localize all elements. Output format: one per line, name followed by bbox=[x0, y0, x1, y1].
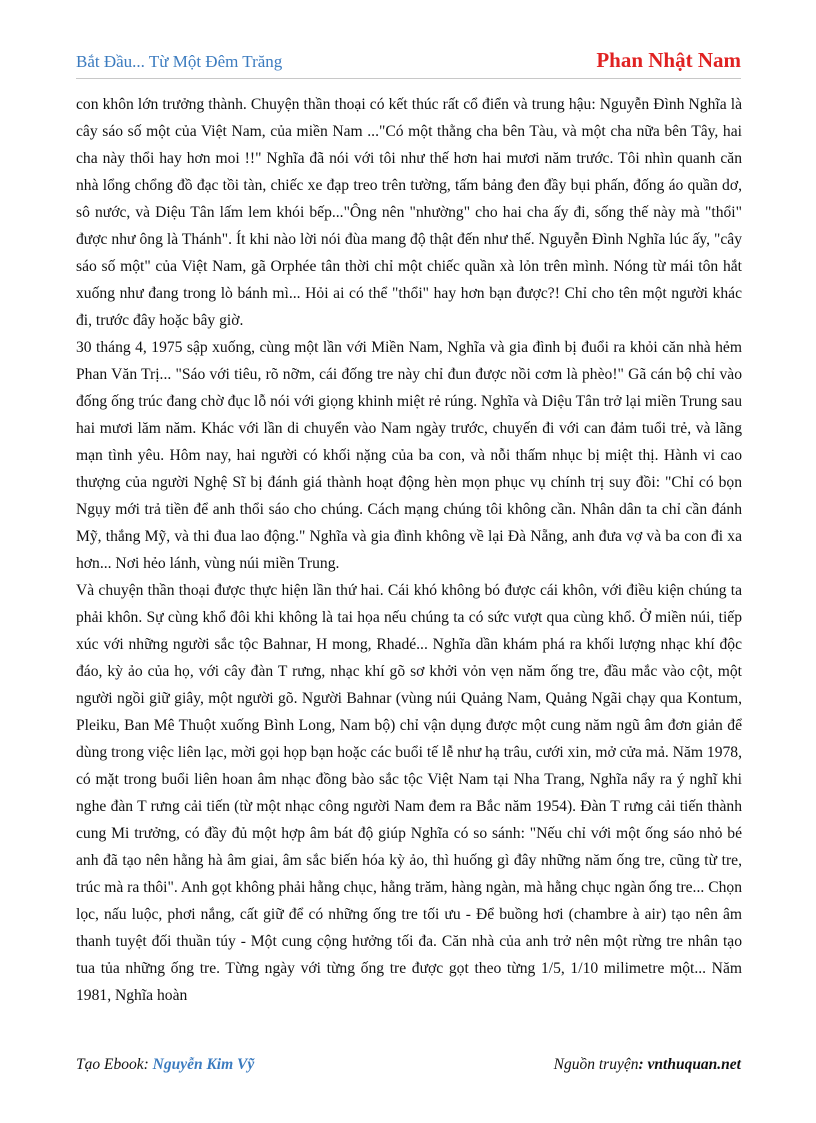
author-name: Phan Nhật Nam bbox=[596, 48, 741, 72]
source-credit bbox=[554, 1056, 741, 1074]
page-footer bbox=[76, 1054, 741, 1078]
book-title: Bắt Đầu... Từ Một Đêm Trăng bbox=[76, 52, 283, 71]
source-label: Nguồn truyện bbox=[553, 1056, 639, 1073]
paragraph: 30 tháng 4, 1975 sập xuống, cùng một lần với Miền Nam, Nghĩa và gia đình bị đuổi ra khỏi căn nhà hẻm Phan Văn Trị... "Sáo với tiêu, rõ nỡm, cái đống tre này chỉ đun được nồi cơm là phèo!" Gã cán bộ chỉ vào đống ống trúc đang chờ đục lỗ nói với giọng khinh miệt rẻ rúng. Nghĩa và Diệu Tân trở lại miền Trung sau hai mươi lăm năm. Khác với lần di chuyển vào Nam ngày trước, chuyến đi với can đảm tuổi trẻ, và lãng mạn tình yêu. Hôm nay, hai người có khối nặng của ba con, và nỗi thấm nhục bị miệt thị. Hành vi cao thượng của người Nghệ Sĩ bị đánh giá thành hoạt động hèn mọn phục vụ chính trị suy đồi: "Chỉ có bọn Ngụy mới trả tiền để anh thổi sáo cho chúng. Cách mạng chúng tôi không cần. Nhân dân ta chỉ cần đánh Mỹ, thắng Mỹ, và thi đua lao động." Nghĩa và gia đình không về lại Đà Nẵng, anh đưa vợ và ba con đi xa hơn... Nơi hẻo lánh, vùng núi miền Trung. bbox=[76, 339, 742, 572]
ebook-separator: : bbox=[143, 1056, 153, 1073]
ebook-label: Tạo Ebook bbox=[76, 1056, 144, 1073]
paragraph: Và chuyện thần thoại được thực hiện lần thứ hai. Cái khó không bó được cái khôn, với điều kiện chúng ta phải khôn. Sự cùng khổ đôi khi không là tai họa nếu chúng ta có sức vượt qua cùng khổ. Ở miền núi, tiếp xúc với những người sắc tộc Bahnar, H mong, Rhadé... Nghĩa dần khám phá ra khối lượng nhạc khí độc đáo, kỳ ảo của họ, với cây đàn T rưng, nhạc khí gõ sơ khởi vỏn vẹn năm ống tre, đầu mắc vào cột, một người ngồi giữ giây, một người gõ. Người Bahnar (vùng núi Quảng Nam, Quảng Ngãi chạy qua Kontum, Pleiku, Ban Mê Thuột xuống Bình Long, Nam bộ) chỉ vận dụng được một cung năm ngũ âm đơn giản để dùng trong việc liên lạc, mời gọi họp bạn hoặc các buổi tế lễ như hạ trâu, cưới xin, mở cửa mả. Năm 1978, có mặt trong buổi liên hoan âm nhạc đồng bào sắc tộc Việt Nam tại Nha Trang, Nghĩa nẩy ra ý nghĩ khi nghe đàn T rưng cải tiến (từ một nhạc công người Nam đem ra Bắc năm 1954). Đàn T rưng cải tiến thành cung Mi trưởng, có đầy đủ một hợp âm bát độ giúp Nghĩa có so sánh: "Nếu chỉ với một ống sáo nhỏ bé anh đã tạo nên hằng hà âm giai, âm sắc biến hóa kỳ ảo, thì huống gì đây những năm ống tre, cũng từ tre, trúc mà ra thôi". Anh gọt không phải hằng chục, hằng trăm, hàng ngàn, mà hằng chục ngàn ống tre... Chọn lọc, nấu luộc, phơi nắng, cất giữ để có những ống tre tối ưu - Để buồng hơi (chambre à air) tạo nên âm thanh tuyệt đối thuần túy - Một cung cộng hưởng tối đa. Căn nhà của anh trở nên một rừng tre nhân tạo tua tủa những ống tre. Từng ngày với từng ống tre được gọt theo từng 1/5, 1/10 milimetre một... Năm 1981, Nghĩa hoàn bbox=[76, 582, 742, 1004]
source-site: vnthuquan.net bbox=[647, 1056, 741, 1073]
ebook-creator-name: Nguyễn Kim Vỹ bbox=[152, 1056, 255, 1073]
paragraph: con khôn lớn trưởng thành. Chuyện thần thoại có kết thúc rất cổ điển và trung hậu: Nguyễn Đình Nghĩa là cây sáo số một của Việt Nam, của miền Nam ..."Có một thằng cha bên Tàu, và một cha nữa bên Tây, hai cha này thổi hay hơn moi !!" Nghĩa đã nói với tôi như thế hơn hai mươi năm trước. Tôi nhìn quanh căn nhà lổng chổng đồ đạc tồi tàn, chiếc xe đạp treo trên tường, tấm bảng đen đầy bụi phấn, đống áo quần dơ, sô nước, và Diệu Tân lấm lem khói bếp..."Ông nên "nhường" cho hai cha ấy đi, sống thế này mà "thổi" được như ông là Thánh". Ít khi nào lời nói đùa mang độ thật đến như thế. Nguyễn Đình Nghĩa lúc ấy, "cây sáo số một" của Việt Nam, gã Orphée tân thời chỉ một chiếc quần xà lỏn trên mình. Nóng từ mái tôn hắt xuống như đang trong lò bánh mì... Hỏi ai có thể "thổi" hay hơn bạn được?! Chỉ cho tên một người khác đi, trước đây hoặc bây giờ. bbox=[76, 96, 742, 329]
source-separator: : bbox=[638, 1056, 648, 1073]
body-text bbox=[76, 91, 742, 1009]
page-header bbox=[76, 46, 741, 79]
ebook-credit bbox=[76, 1056, 254, 1074]
